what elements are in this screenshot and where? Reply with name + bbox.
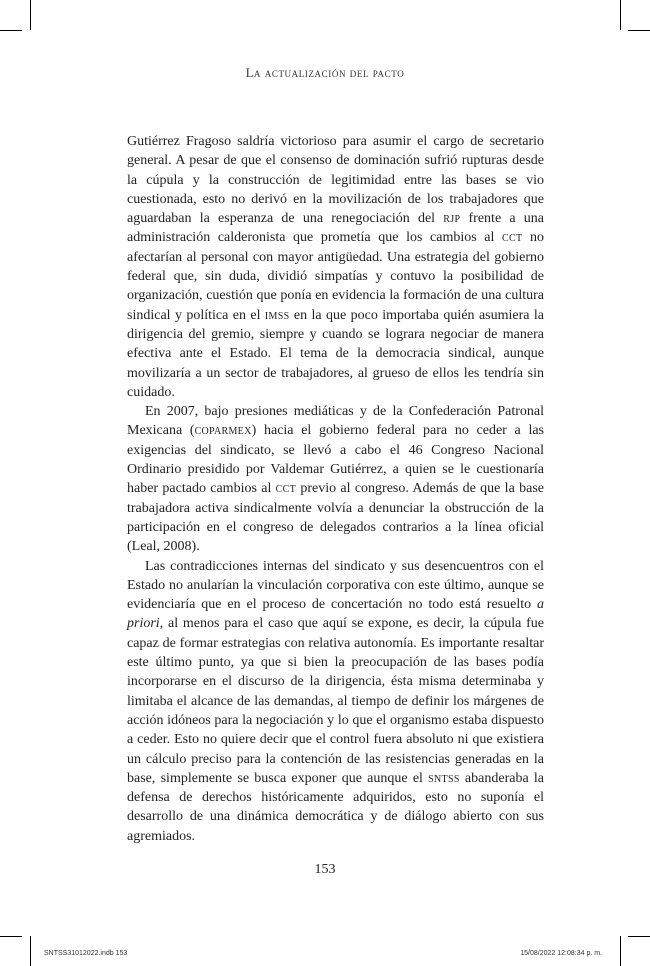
crop-mark-top-right-horizontal bbox=[628, 30, 650, 31]
slug-file: SNTSS31012022.indb 153 bbox=[44, 950, 128, 957]
crop-mark-bottom-right-vertical bbox=[620, 936, 621, 966]
acronym-coparmex: coparmex bbox=[194, 423, 252, 439]
crop-mark-top-right-vertical bbox=[620, 0, 621, 30]
acronym-sntss: sntss bbox=[428, 770, 460, 786]
paragraph-3: Las contradicciones internas del sindicato y sus desencuentros con el Estado no anularían la vinculación corporativa con este último, aunque se evidenciaría que en el proceso de concertación no todo está resuelto a priori, al menos para el caso que aquí se expone, es decir, la cúpula fue capaz de formar estrategias con relativa autonomía. Es importante resaltar este último punto, ya que si bien la preocupación de las bases podía incorporarse en el discurso de la dirigencia, ésta misma determinaba y limitaba el alcance de las demandas, al tiempo de definir los márgenes de acción idóneos para la negociación y lo que el organismo estaba dispuesto a ceder. Esto no quiere decir que el control fuera absoluto ni que existiera un cálculo preciso para la contención de las resistencias generadas en la base, simplemente se busca exponer que aunque el sntss abanderaba la defensa de derechos históricamente adquiridos, esto no suponía el desarrollo de una dinámica democrática y de diálogo abierto con sus agremiados. bbox=[127, 558, 544, 844]
acronym-imss: imss bbox=[264, 307, 290, 323]
acronym-cct: cct bbox=[502, 230, 523, 246]
italic-term: a priori bbox=[127, 597, 544, 632]
body-text bbox=[127, 132, 544, 846]
acronym-cct: cct bbox=[275, 481, 297, 497]
crop-mark-bottom-left-horizontal bbox=[0, 936, 22, 937]
crop-mark-bottom-left-vertical bbox=[30, 936, 31, 966]
crop-mark-top-left-horizontal bbox=[0, 30, 22, 31]
acronym-rjp: rjp bbox=[443, 211, 461, 227]
crop-mark-bottom-right-horizontal bbox=[628, 936, 650, 937]
slug-timestamp: 15/08/2022 12:08:34 p. m. bbox=[520, 950, 602, 957]
page-number: 153 bbox=[314, 862, 336, 877]
crop-mark-top-left-vertical bbox=[30, 0, 31, 30]
running-head: La actualización del pacto bbox=[245, 66, 405, 80]
paragraph-1: Gutiérrez Fragoso saldría victorioso para asumir el cargo de secretario general. A pesar de que el consenso de dominación sufrió rupturas desde la cúpula y la construcción de legitimidad entre las bases se vio cuestionada, esto no derivó en la movilización de los trabajadores que aguardaban la esperanza de una renegociación del rjp frente a una administración calderonista que prometía que los cambios al cct no afectarían al personal con mayor antigüedad. Una estrategia del gobierno federal que, sin duda, dividió simpatías y contuvo la posibilidad de organización, cuestión que ponía en evidencia la formación de una cultura sindical y política en el imss en la que poco importaba quién asumiera la dirigencia del gremio, siempre y cuando se lograra negociar de manera efectiva ante el Estado. El tema de la democracia sindical, aunque movilizaría a un sector de trabajadores, al grueso de ellos les tendría sin cuidado. bbox=[127, 134, 545, 400]
paragraph-2: En 2007, bajo presiones mediáticas y de la Confederación Patronal Mexicana (coparmex) hacia el gobierno federal para no ceder a las exigencias del sindicato, se llevó a cabo el 46 Congreso Nacional Ordinario presidido por Valdemar Gutiérrez, a quien se le cuestionaría haber pactado cambios al cct previo al congreso. Además de que la base trabajadora activa sindicalmente volvía a denunciar la obstrucción de la participación en el congreso de delegados contrarios a la línea oficial (Leal, 2008). bbox=[127, 404, 545, 555]
